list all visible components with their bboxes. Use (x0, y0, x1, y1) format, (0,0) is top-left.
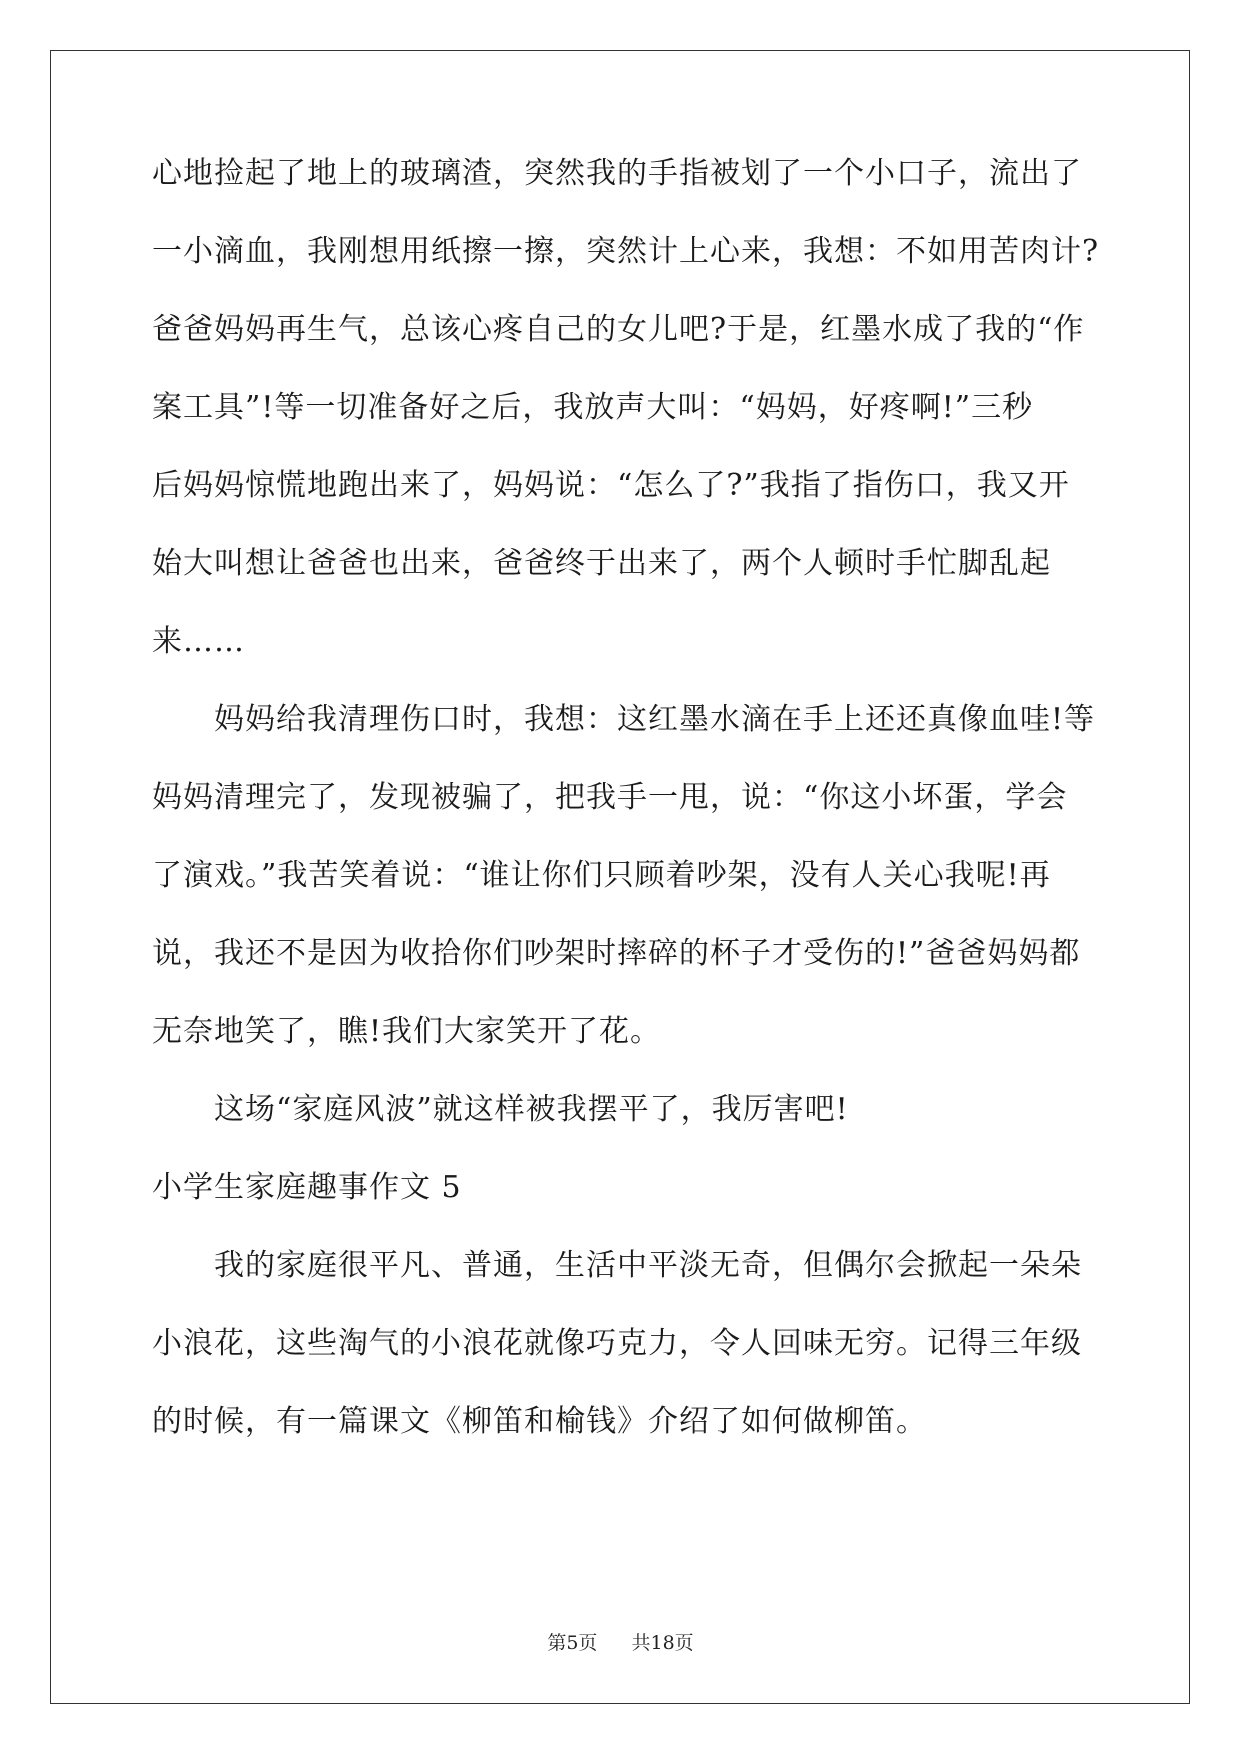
total-pages-label: 共18页 (631, 1632, 694, 1654)
text-line: 来…… (152, 624, 245, 659)
section-heading: 小学生家庭趣事作文 5 (152, 1170, 462, 1205)
text-line: 小浪花，这些淘气的小浪花就像巧克力，令人回味无穷。记得三年级 (152, 1326, 1082, 1361)
text-line: 的时候，有一篇课文《柳笛和榆钱》介绍了如何做柳笛。 (152, 1404, 927, 1439)
text-line: 无奈地笑了，瞧!我们大家笑开了花。 (152, 1014, 662, 1049)
text-line: 后妈妈惊慌地跑出来了，妈妈说：“怎么了?”我指了指伤口，我又开 (152, 468, 1070, 503)
text-line: 说，我还不是因为收拾你们吵架时摔碎的杯子才受伤的!”爸爸妈妈都 (152, 936, 1081, 971)
text-line: 妈妈清理完了，发现被骗了，把我手一甩，说：“你这小坏蛋，学会 (152, 780, 1068, 815)
text-line: 一小滴血，我刚想用纸擦一擦，突然计上心来，我想：不如用苦肉计? (152, 234, 1100, 269)
text-line: 心地捡起了地上的玻璃渣，突然我的手指被划了一个小口子，流出了 (152, 156, 1082, 191)
paragraph-first-line: 这场“家庭风波”就这样被我摆平了，我厉害吧! (214, 1092, 849, 1127)
text-line: 了演戏。”我苦笑着说：“谁让你们只顾着吵架，没有人关心我呢!再 (152, 858, 1051, 893)
text-line: 始大叫想让爸爸也出来，爸爸终于出来了，两个人顿时手忙脚乱起 (152, 546, 1051, 581)
paragraph-first-line: 妈妈给我清理伤口时，我想：这红墨水滴在手上还还真像血哇!等 (214, 702, 1096, 737)
text-line: 案工具”!等一切准备好之后，我放声大叫：“妈妈，好疼啊!”三秒 (152, 390, 1034, 425)
current-page-label: 第5页 (547, 1632, 598, 1654)
text-line: 爸爸妈妈再生气，总该心疼自己的女儿吧?于是，红墨水成了我的“作 (152, 312, 1085, 347)
page-footer (0, 1628, 1241, 1655)
paragraph-first-line: 我的家庭很平凡、普通，生活中平淡无奇，但偶尔会掀起一朵朵 (214, 1248, 1082, 1283)
